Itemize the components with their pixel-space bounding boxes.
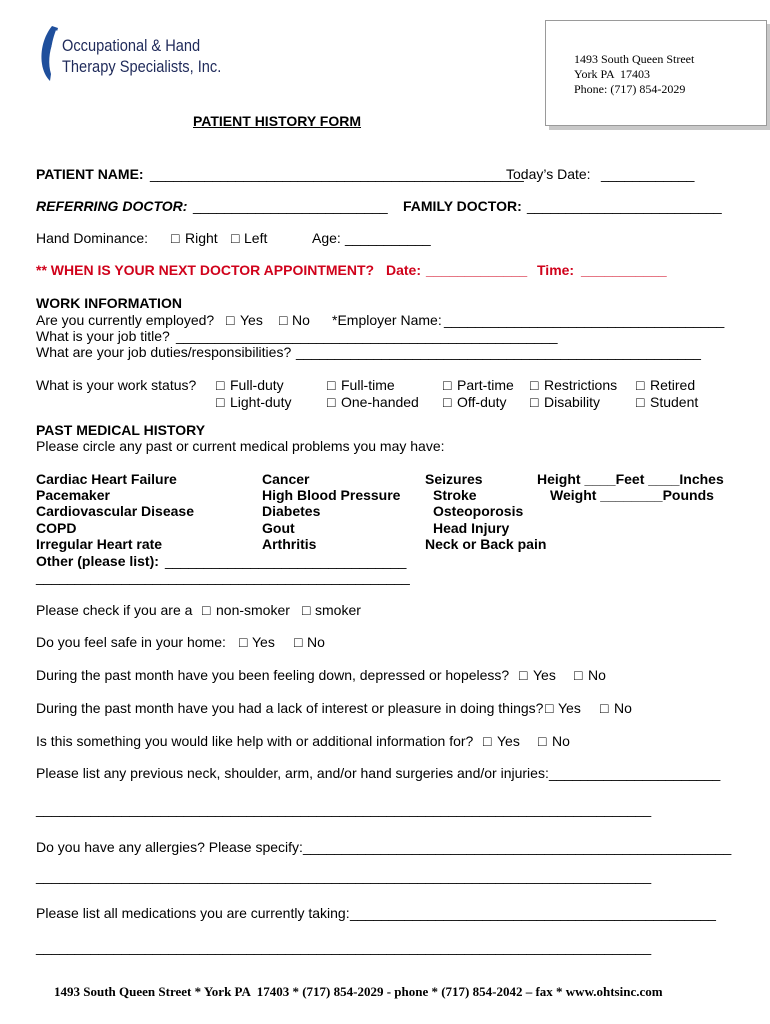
condition-item[interactable]: Pacemaker: [36, 487, 110, 503]
job-duties-question: What are your job duties/responsibilities?: [36, 344, 292, 360]
checkbox-one-handed[interactable]: □: [327, 394, 336, 410]
condition-item[interactable]: High Blood Pressure: [262, 487, 401, 503]
address-city: York PA 17403: [574, 67, 651, 81]
light-duty-label: Light-duty: [230, 394, 292, 410]
condition-item[interactable]: Neck or Back pain: [425, 536, 547, 552]
checkbox-full-time[interactable]: □: [327, 377, 336, 393]
checkbox-safe-yes[interactable]: □: [239, 634, 248, 650]
hand-logo-icon: [38, 24, 60, 82]
job-title-field[interactable]: _________________________________________________: [176, 328, 558, 344]
work-heading: WORK INFORMATION: [36, 295, 182, 311]
job-title-question: What is your job title?: [36, 328, 170, 344]
right-label: Right: [185, 230, 218, 246]
height-field[interactable]: Height ____Feet ____Inches: [537, 471, 724, 487]
referring-doctor-field[interactable]: _________________________: [193, 198, 388, 214]
other-conditions-field-2[interactable]: ________________________________________________: [36, 569, 410, 585]
condition-item[interactable]: Irregular Heart rate: [36, 536, 163, 552]
logo-line-2: Therapy Specialists, Inc.: [62, 57, 222, 76]
safe-no-label: No: [307, 634, 325, 650]
surgeries-question: Please list any previous neck, shoulder, arm, and/or hand surgeries and/or injuries:: [36, 765, 549, 781]
appointment-date-field[interactable]: _____________: [426, 262, 528, 278]
other-conditions-field[interactable]: _______________________________: [165, 553, 407, 569]
condition-item[interactable]: Arthritis: [262, 536, 317, 552]
logo: [38, 24, 238, 84]
interest-no-label: No: [614, 700, 632, 716]
checkbox-disability[interactable]: □: [530, 394, 539, 410]
interest-yes-label: Yes: [558, 700, 581, 716]
medical-instruction: Please circle any past or current medical problems you may have:: [36, 438, 445, 454]
checkbox-depressed-yes[interactable]: □: [519, 667, 528, 683]
checkbox-smoker[interactable]: □: [302, 602, 311, 618]
medications-question: Please list all medications you are currently taking:: [36, 905, 350, 921]
full-duty-label: Full-duty: [230, 377, 284, 393]
depressed-no-label: No: [588, 667, 606, 683]
address-street: 1493 South Queen Street: [574, 52, 695, 66]
employed-no-label: No: [292, 312, 310, 328]
interest-question: During the past month have you had a lack of interest or pleasure in doing things?: [36, 700, 544, 716]
left-label: Left: [244, 230, 268, 246]
checkbox-retired[interactable]: □: [636, 377, 645, 393]
full-time-label: Full-time: [341, 377, 395, 393]
age-label: Age:: [312, 230, 341, 246]
checkbox-interest-no[interactable]: □: [600, 700, 609, 716]
smoker-question: Please check if you are a: [36, 602, 193, 618]
checkbox-light-duty[interactable]: □: [216, 394, 225, 410]
employed-yes-label: Yes: [240, 312, 263, 328]
student-label: Student: [650, 394, 699, 410]
help-no-label: No: [552, 733, 570, 749]
one-handed-label: One-handed: [341, 394, 419, 410]
checkbox-depressed-no[interactable]: □: [574, 667, 583, 683]
disability-label: Disability: [544, 394, 601, 410]
depressed-question: During the past month have you been feeling down, depressed or hopeless?: [36, 667, 510, 683]
surgeries-field-2[interactable]: _______________________________________________________________________________: [36, 801, 652, 817]
todays-date-label: Today’s Date:: [506, 166, 591, 182]
checkbox-employed-no[interactable]: □: [279, 312, 288, 328]
condition-item[interactable]: Cardiac Heart Failure: [36, 471, 177, 487]
checkbox-help-no[interactable]: □: [538, 733, 547, 749]
logo-line-1: Occupational & Hand: [62, 36, 201, 55]
checkbox-safe-no[interactable]: □: [294, 634, 303, 650]
retired-label: Retired: [650, 377, 696, 393]
appointment-time-label: Time:: [537, 262, 575, 278]
condition-item[interactable]: Stroke: [433, 487, 477, 503]
employed-question: Are you currently employed?: [36, 312, 215, 328]
checkbox-interest-yes[interactable]: □: [545, 700, 554, 716]
condition-item[interactable]: Seizures: [425, 471, 483, 487]
weight-field[interactable]: Weight ________Pounds: [550, 487, 714, 503]
hand-dominance-label: Hand Dominance:: [36, 230, 149, 246]
appointment-question: ** WHEN IS YOUR NEXT DOCTOR APPOINTMENT?: [36, 262, 375, 278]
checkbox-employed-yes[interactable]: □: [226, 312, 235, 328]
todays-date-field[interactable]: ____________: [601, 166, 695, 182]
checkbox-left[interactable]: □: [231, 230, 240, 246]
condition-item[interactable]: Cancer: [262, 471, 310, 487]
employer-name-label: *Employer Name:: [332, 312, 442, 328]
safe-home-question: Do you feel safe in your home:: [36, 634, 226, 650]
checkbox-part-time[interactable]: □: [443, 377, 452, 393]
age-field[interactable]: ___________: [345, 230, 431, 246]
medications-field[interactable]: _______________________________________________: [350, 905, 716, 921]
appointment-time-field[interactable]: ___________: [581, 262, 667, 278]
form-title: PATIENT HISTORY FORM: [193, 113, 362, 129]
restrictions-label: Restrictions: [544, 377, 618, 393]
surgeries-field[interactable]: ______________________: [549, 765, 721, 781]
patient-name-label: PATIENT NAME:: [36, 166, 144, 182]
address-box: [545, 20, 767, 126]
allergies-field-2[interactable]: _______________________________________________________________________________: [36, 868, 652, 884]
non-smoker-label: non-smoker: [216, 602, 290, 618]
safe-yes-label: Yes: [252, 634, 275, 650]
checkbox-right[interactable]: □: [171, 230, 180, 246]
condition-item[interactable]: Gout: [262, 520, 295, 536]
checkbox-full-duty[interactable]: □: [216, 377, 225, 393]
condition-item[interactable]: COPD: [36, 520, 77, 536]
checkbox-student[interactable]: □: [636, 394, 645, 410]
medical-heading: PAST MEDICAL HISTORY: [36, 422, 206, 438]
checkbox-restrictions[interactable]: □: [530, 377, 539, 393]
patient-name-field[interactable]: ________________________________________________: [150, 166, 524, 182]
appointment-date-label: Date:: [386, 262, 422, 278]
checkbox-off-duty[interactable]: □: [443, 394, 452, 410]
footer-contact: 1493 South Queen Street * York PA 17403 * (717) 854-2029 - phone * (717) 854-2042 – fax * www.ohtsinc.com: [54, 984, 663, 999]
help-question: Is this something you would like help with or additional information for?: [36, 733, 474, 749]
checkbox-non-smoker[interactable]: □: [202, 602, 211, 618]
address-phone: Phone: (717) 854-2029: [574, 82, 686, 96]
condition-item[interactable]: Osteoporosis: [433, 503, 524, 519]
employer-name-field[interactable]: ____________________________________: [444, 312, 725, 328]
part-time-label: Part-time: [457, 377, 514, 393]
smoker-label: smoker: [315, 602, 361, 618]
condition-item[interactable]: Diabetes: [262, 503, 321, 519]
allergies-field[interactable]: _______________________________________________________: [303, 839, 732, 855]
condition-item[interactable]: Head Injury: [433, 520, 510, 536]
work-status-question: What is your work status?: [36, 377, 197, 393]
family-doctor-field[interactable]: _________________________: [527, 198, 722, 214]
job-duties-field[interactable]: ____________________________________________________: [296, 344, 701, 360]
allergies-question: Do you have any allergies? Please specify:: [36, 839, 303, 855]
medications-field-2[interactable]: _______________________________________________________________________________: [36, 939, 652, 955]
other-conditions-label: Other (please list):: [36, 553, 159, 569]
condition-item[interactable]: Cardiovascular Disease: [36, 503, 194, 519]
help-yes-label: Yes: [497, 733, 520, 749]
off-duty-label: Off-duty: [457, 394, 507, 410]
checkbox-help-yes[interactable]: □: [483, 733, 492, 749]
depressed-yes-label: Yes: [533, 667, 556, 683]
family-doctor-label: FAMILY DOCTOR:: [403, 198, 522, 214]
referring-doctor-label: REFERRING DOCTOR:: [36, 198, 188, 214]
